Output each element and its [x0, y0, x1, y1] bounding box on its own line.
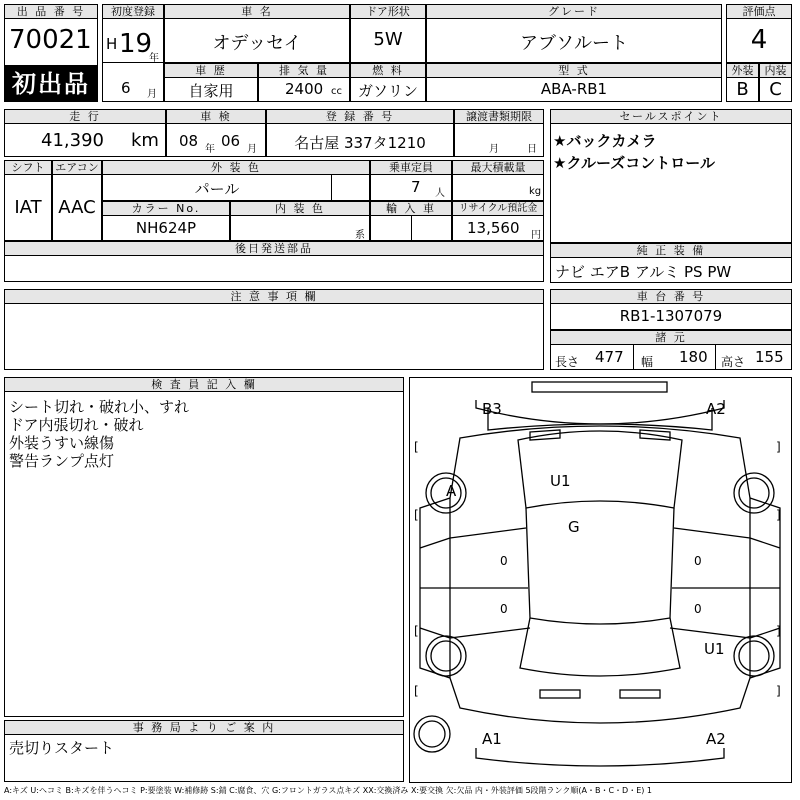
inspection-label: 車 検: [166, 109, 266, 124]
plate: 名古屋 337タ1210: [294, 134, 426, 152]
mark-a2-top: A2: [706, 400, 726, 418]
displacement: 2400: [285, 80, 324, 98]
lot-no-label: 出 品 番 号: [4, 4, 98, 19]
displacement-label: 排 気 量: [258, 63, 350, 78]
bracket-8: ]: [776, 684, 781, 698]
genuine-label: 純 正 装 備: [550, 243, 792, 258]
selling-point-2: ★クルーズコントロール: [553, 154, 715, 172]
genuine-box: [550, 257, 792, 283]
zero-4: 0: [694, 602, 702, 616]
grade-box: [426, 18, 722, 63]
legend: A:キズ U:ヘコミ B:キズを伴うヘコミ P:要塗装 W:補修跡 S:錆 C:腐食、穴 G:フロントガラス点キズ XX:交換済み X:要交換 欠:欠品 内・外装評価 5段階ランク順(A・B・C・D・E) 1: [4, 786, 653, 795]
ext-color: パール: [194, 180, 240, 198]
recycle-label: リサイクル預託金: [452, 201, 544, 216]
transfer-box: [454, 123, 544, 157]
transfer-month-unit: 月: [489, 144, 499, 155]
zero-2: 0: [694, 554, 702, 568]
int-color-box: [230, 215, 370, 241]
score-label: 評価点: [726, 4, 792, 19]
wheel-rear-right: [734, 473, 774, 513]
capacity-box: [370, 174, 452, 201]
door-label: ドア形状: [350, 4, 426, 19]
fuel: ガソリン: [357, 82, 418, 100]
import-label: 輸 入 車: [370, 201, 452, 216]
length: 477: [595, 348, 624, 366]
interior-grade: C: [769, 79, 782, 100]
mark-a-wheel: A: [446, 482, 457, 500]
ac-box: [52, 174, 102, 241]
fuel-label: 燃 料: [350, 63, 426, 78]
mark-g-glass: G: [568, 518, 580, 536]
rear-bumper: [476, 400, 724, 424]
bracket-7: [: [414, 684, 419, 698]
notes-label: 注 意 事 項 欄: [4, 289, 544, 304]
first-reg-month-unit: 月: [147, 89, 157, 100]
height-label: 高さ: [721, 355, 746, 369]
bracket-1: [: [414, 440, 419, 454]
inspector-box: [4, 391, 404, 717]
bracket-4: ]: [776, 508, 781, 522]
score: 4: [750, 25, 768, 55]
mark-a2-bottom: A2: [706, 730, 726, 748]
mileage-unit: km: [131, 130, 159, 151]
mark-b3: B3: [482, 400, 502, 418]
color-no: NH624P: [135, 219, 197, 237]
model-label: 型 式: [426, 63, 722, 78]
door-box: [350, 18, 426, 63]
transfer-label: 譲渡書類期限: [454, 109, 544, 124]
first-reg-month: 6: [121, 79, 131, 97]
genuine-equipment: ナビ エアB アルミ PS PW: [555, 263, 732, 281]
car-name-box: [164, 18, 350, 63]
car-diagram: [410, 378, 791, 782]
lot-no: 70021: [9, 25, 92, 55]
car-diagram-box: [409, 377, 792, 783]
zero-1: 0: [500, 554, 508, 568]
notes-box: [4, 303, 544, 370]
inspection-year-unit: 年: [205, 144, 215, 155]
first-reg-year: 19: [119, 29, 153, 59]
inspection-month: 06: [221, 132, 241, 150]
inspector-note-4: 警告ランプ点灯: [9, 452, 115, 470]
lot-no-box: [4, 18, 98, 66]
exterior-grade: B: [736, 79, 749, 100]
transfer-day-unit: 日: [527, 144, 537, 155]
recycle-unit: 円: [531, 230, 541, 241]
chassis-no: RB1-1307079: [619, 307, 723, 325]
ac-label: エアコン: [52, 160, 102, 175]
score-box: [726, 18, 792, 63]
selling-points-label: セールスポイント: [550, 109, 792, 124]
bracket-6: ]: [776, 624, 781, 638]
history: 自家用: [188, 82, 234, 100]
body-outline: [450, 426, 750, 723]
shift-box: [4, 174, 52, 241]
wheel-front-left: [426, 636, 466, 676]
mark-a1: A1: [482, 730, 502, 748]
inspection-year: 08: [179, 132, 199, 150]
recycle-box: [452, 215, 544, 241]
height: 155: [755, 348, 784, 366]
plate-label: 登 録 番 号: [266, 109, 454, 124]
fuel-box: [350, 77, 426, 102]
plate-box: [266, 123, 454, 157]
mileage-label: 走 行: [4, 109, 166, 124]
shift: IAT: [14, 197, 42, 218]
model: ABA-RB1: [540, 80, 608, 98]
bracket-2: ]: [776, 440, 781, 454]
later-parts-label: 後日発送部品: [4, 241, 544, 256]
dims-box: [550, 344, 792, 370]
car-name-label: 車 名: [164, 4, 350, 19]
inspector-note-3: 外装うすい線傷: [9, 434, 115, 452]
load-box: [452, 174, 544, 201]
color-no-label: カラー No.: [102, 201, 230, 216]
cabin: [518, 431, 682, 508]
bracket-3: [: [414, 508, 419, 522]
roof-strip: [532, 382, 667, 392]
int-color-unit: 系: [355, 230, 365, 241]
displacement-box: [258, 77, 350, 102]
history-box: [164, 77, 258, 102]
inspection-month-unit: 月: [247, 144, 257, 155]
displacement-unit: cc: [331, 86, 342, 97]
later-parts-box: [4, 255, 544, 282]
model-box: [426, 77, 722, 102]
mark-u1-right: U1: [704, 640, 725, 658]
capacity-label: 乗車定員: [370, 160, 452, 175]
grade-label: グレード: [426, 4, 722, 19]
front-bumper: [476, 748, 724, 766]
first-reg-label: 初度登録: [102, 4, 164, 19]
mark-u1-roof: U1: [550, 472, 571, 490]
interior-box: [759, 77, 792, 102]
office-label: 事 務 局 よ り ご 案 内: [4, 720, 404, 735]
selling-points-box: [550, 123, 792, 243]
load-unit: kg: [529, 186, 542, 197]
door-type: 5W: [373, 29, 403, 50]
office-note: 売切りスタート: [9, 739, 115, 757]
inspector-note-1: シート切れ・破れ小、すれ: [9, 398, 190, 416]
selling-point-1: ★バックカメラ: [553, 132, 657, 150]
recycle-amount: 13,560: [467, 219, 520, 237]
chassis-box: [550, 303, 792, 330]
load-label: 最大積載量: [452, 160, 544, 175]
mileage-box: [4, 123, 166, 157]
zero-3: 0: [500, 602, 508, 616]
ext-color-label: 外 装 色: [102, 160, 370, 175]
first-listing-badge: 初出品: [4, 66, 98, 102]
inspection-box: [166, 123, 266, 157]
length-label: 長さ: [555, 355, 580, 369]
first-reg-box: [102, 18, 164, 63]
wheel-front-right: [734, 636, 774, 676]
capacity: 7: [411, 178, 421, 196]
office-box: [4, 734, 404, 782]
car-name: オデッセイ: [212, 33, 302, 54]
bracket-5: [: [414, 624, 419, 638]
first-reg-year-unit: 年: [149, 53, 159, 63]
exterior-box: [726, 77, 759, 102]
mileage: 41,390: [41, 130, 104, 151]
shift-label: シフト: [4, 160, 52, 175]
ext-color-box: [102, 174, 370, 201]
capacity-unit: 人: [435, 188, 445, 199]
exterior-label: 外装: [726, 63, 759, 78]
dims-label: 諸 元: [550, 330, 792, 345]
history-label: 車 歴: [164, 63, 258, 78]
inspector-label: 検 査 員 記 入 欄: [4, 377, 404, 392]
ac: AAC: [58, 197, 96, 218]
import-box: [370, 215, 452, 241]
width-label: 幅: [641, 355, 654, 369]
inspector-note-2: ドア内張切れ・破れ: [9, 416, 144, 434]
grade: アブソルート: [520, 33, 628, 54]
int-color-label: 内 装 色: [230, 201, 370, 216]
first-reg-month-box: [102, 63, 164, 102]
color-no-box: [102, 215, 230, 241]
width: 180: [679, 348, 708, 366]
first-reg-era: H: [106, 35, 118, 53]
chassis-label: 車 台 番 号: [550, 289, 792, 304]
interior-label: 内装: [759, 63, 792, 78]
